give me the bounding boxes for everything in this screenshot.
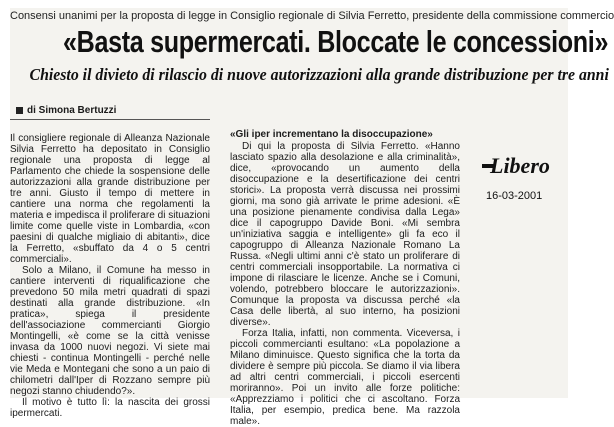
left-column bbox=[10, 133, 210, 419]
publication-date: 16-03-2001 bbox=[486, 190, 543, 202]
article-kicker: Consensi unanimi per la proposta di legge in Consiglio regionale di Silvia Ferretto, presidente della commissione commercio bbox=[10, 10, 614, 22]
newspaper-clipping bbox=[10, 8, 614, 427]
logo-text: Libero bbox=[490, 153, 550, 178]
libero-logo bbox=[482, 151, 562, 179]
byline-square-icon bbox=[16, 107, 23, 114]
middle-paragraph: Forza Italia, infatti, non commenta. Viceversa, i piccoli commercianti esultano: «La popolazione a Milano diminuisce. Questo significa che la torta da dividere è sempre più piccola. Se diamo il via libera ad altri centri commerciali, i piccoli esercenti moriranno». Poi un invito alle forze politiche: «Apprezziamo i politici che ci ascoltano. Forza Italia, per esempio, predica bene. Ma razzola male». bbox=[230, 328, 460, 427]
byline bbox=[10, 105, 210, 117]
middle-paragraph: Di qui la proposta di Silvia Ferretto. «Hanno lasciato spazio alla desolazione e alla criminalità», dice, «provocando un aumento della disoccupazione e la desertificazione dei centri storici». La proposta verrà discussa nei prossimi giorni, ma sono già arrivate le prime adesioni. «È una posizione pienamente condivisa dalla Lega» dice il capogruppo Davide Boni. «Mi sembra un'iniziativa saggia e intelligente» gli fa eco il capogruppo di Alleanza Nazionale Romano La Russa. «Negli ultimi anni c'è stato un proliferare di centri commerciali insopportabile. La normativa ci impone di rilasciare le licenze. Anche se i Comuni, volendo, potrebbero bloccare le autorizzazioni». Comunque la proposta va discussa perché «la Casa delle libertà, al suo interno, ha posizioni diverse». bbox=[230, 141, 460, 328]
byline-text: di Simona Bertuzzi bbox=[27, 105, 117, 116]
left-paragraph: Il motivo è tutto lì: la nascita dei grossi ipermercati. bbox=[10, 397, 210, 419]
article-headline: «Basta supermercati. Bloccate le concessioni» bbox=[63, 24, 609, 59]
left-paragraph: Il consigliere regionale di Alleanza Nazionale Silvia Ferretto ha depositato in Consiglio regionale una proposta di legge al Parlamento che chiede la sospensione delle autorizzazioni alla grande distribuzione per tre anni. Giusto il tempo di mettere in cantiere una norma che regolamenti la materia e impedisca il proliferare di situazioni limite come quelle viste in Lombardia, «con paesini di qualche migliaio di abitanti», dice la Ferretto, «sbuffato da 4 o 5 centri commerciali». bbox=[10, 133, 210, 265]
middle-column bbox=[230, 129, 460, 427]
byline-divider bbox=[10, 119, 210, 120]
section-kicker: «Gli iper incrementano la disoccupazione» bbox=[230, 129, 433, 140]
article-subhead: Chiesto il divieto di rilascio di nuove autorizzazioni alla grande distribuzione per tre anni bbox=[29, 65, 609, 84]
left-paragraph: Solo a Milano, il Comune ha messo in cantiere interventi di riqualificazione che prevedono 50 mila metri quadrati di spazi destinati alla grande distribuzione. «In pratica», spiega il presidente dell'associazione commercianti Giorgio Montingelli, «è come se la città venisse invasa da 1000 nuovi negozi. Vi siete mai chiesti - continua Montingelli - perché nelle vie Meda e Montegani che sono a un paio di chilometri dall'Iper di Rozzano sempre più negozi stanno chiudendo?». bbox=[10, 265, 210, 397]
